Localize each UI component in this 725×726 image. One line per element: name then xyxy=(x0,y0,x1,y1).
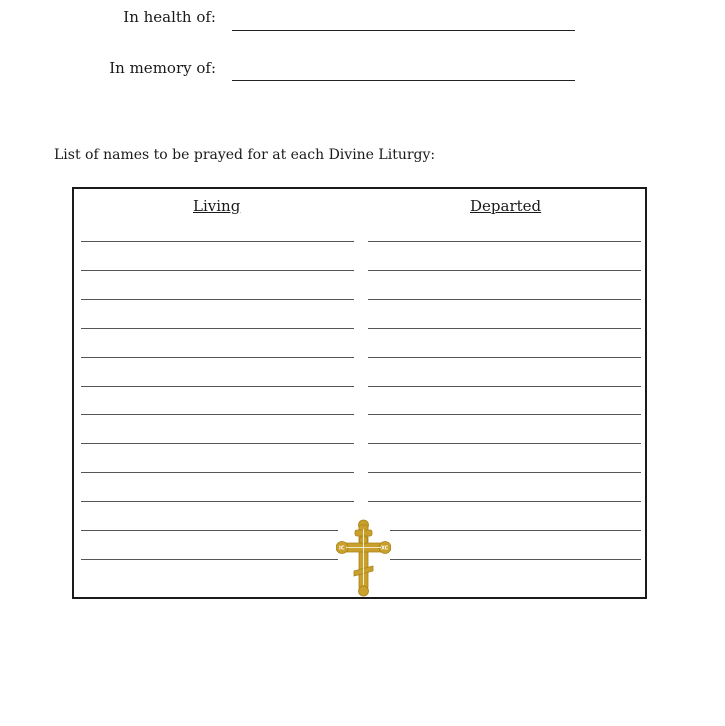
departed-name-line[interactable] xyxy=(368,414,641,415)
xc-inscription: XC xyxy=(381,545,389,552)
departed-name-line[interactable] xyxy=(368,472,641,473)
living-header: Living xyxy=(193,197,241,215)
names-list-box xyxy=(72,187,647,599)
living-name-line[interactable] xyxy=(81,386,354,387)
instruction-text: List of names to be prayed for at each Divine Liturgy: xyxy=(54,147,436,163)
departed-name-line[interactable] xyxy=(368,328,641,329)
memory-label: In memory of: xyxy=(109,59,216,77)
departed-name-line[interactable] xyxy=(368,357,641,358)
memory-input-line[interactable] xyxy=(232,80,575,81)
departed-name-line[interactable] xyxy=(368,386,641,387)
living-name-line[interactable] xyxy=(81,501,354,502)
living-name-line[interactable] xyxy=(81,357,354,358)
living-name-line[interactable] xyxy=(81,472,354,473)
departed-name-line[interactable] xyxy=(368,443,641,444)
departed-name-line[interactable] xyxy=(368,501,641,502)
departed-name-line[interactable] xyxy=(368,299,641,300)
departed-header: Departed xyxy=(470,197,542,215)
departed-name-line[interactable] xyxy=(368,241,641,242)
health-input-line[interactable] xyxy=(232,30,575,31)
health-label: In health of: xyxy=(123,8,216,26)
living-name-line[interactable] xyxy=(81,299,354,300)
living-name-line[interactable] xyxy=(81,270,354,271)
departed-name-line[interactable] xyxy=(368,270,641,271)
living-name-line[interactable] xyxy=(81,414,354,415)
ic-inscription: IC xyxy=(339,545,345,552)
orthodox-cross-icon xyxy=(336,519,391,597)
living-name-line[interactable] xyxy=(81,241,354,242)
departed-name-line[interactable] xyxy=(390,559,641,560)
living-name-line[interactable] xyxy=(81,328,354,329)
living-name-line[interactable] xyxy=(81,559,338,560)
living-name-line[interactable] xyxy=(81,530,338,531)
departed-name-line[interactable] xyxy=(390,530,641,531)
living-name-line[interactable] xyxy=(81,443,354,444)
